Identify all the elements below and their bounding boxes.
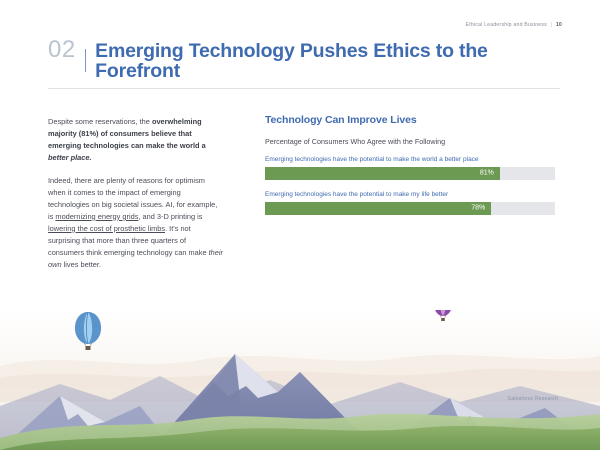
bar-track-1 [265, 202, 555, 215]
bar-value-0: 81% [479, 169, 494, 177]
section-number: 02 [48, 36, 76, 63]
paragraph-1 [48, 116, 223, 164]
paragraph-1-bold: overwhelming majority (81%) of consumers believe that emerging technologies can make the world a [48, 117, 206, 150]
title-rule [48, 88, 560, 89]
bar-fill-0 [265, 167, 500, 180]
page-header [465, 22, 562, 28]
header-separator: | [550, 22, 553, 28]
link-modernizing-energy-grids[interactable]: modernizing energy grids [55, 211, 139, 221]
bar-label-1: Emerging technologies have the potential to make my life better [265, 190, 449, 198]
chart-title: Technology Can Improve Lives [265, 114, 417, 126]
title-divider-bar [85, 49, 86, 72]
paragraph-2-part-2: , and 3-D printing is [138, 211, 203, 221]
paragraph-2 [48, 175, 223, 271]
bar-track-0 [265, 167, 555, 180]
paragraph-2-part-1: Indeed, there are plenty of reasons for optimism when it comes to the impact of emerging technologies on big societal issues. AI, for example, is [48, 175, 218, 221]
bar-label-0: Emerging technologies have the potential to make the world a better place [265, 156, 479, 163]
mountain-illustration [0, 310, 600, 450]
bar-fill-1 [265, 202, 491, 215]
paragraph-2-part-4: lives better. [61, 259, 101, 269]
header-doc-title: Ethical Leadership and Business [465, 22, 547, 28]
link-lowering-cost-prosthetic-limbs[interactable]: lowering the cost of prosthetic limbs [48, 223, 166, 233]
chart-subtitle: Percentage of Consumers Who Agree with the Following [265, 137, 446, 146]
paragraph-1-bold-italic: better place. [48, 152, 92, 162]
paragraph-2-part-3: . It's not surprising that more than three quarters of consumers think emerging technology can make [48, 223, 209, 257]
chart-panel [265, 114, 555, 226]
paragraph-1-lead: Despite some reservations, the [48, 117, 152, 126]
bar-value-1: 78% [471, 204, 486, 212]
body-text-column [48, 116, 223, 282]
section-heading: Emerging Technology Pushes Ethics to the Forefront [95, 40, 488, 82]
source-credit: Salesforce Research [507, 396, 558, 402]
page-title [48, 38, 560, 81]
paragraph-2-italic: their own [48, 247, 224, 269]
page-number: 10 [555, 22, 562, 28]
